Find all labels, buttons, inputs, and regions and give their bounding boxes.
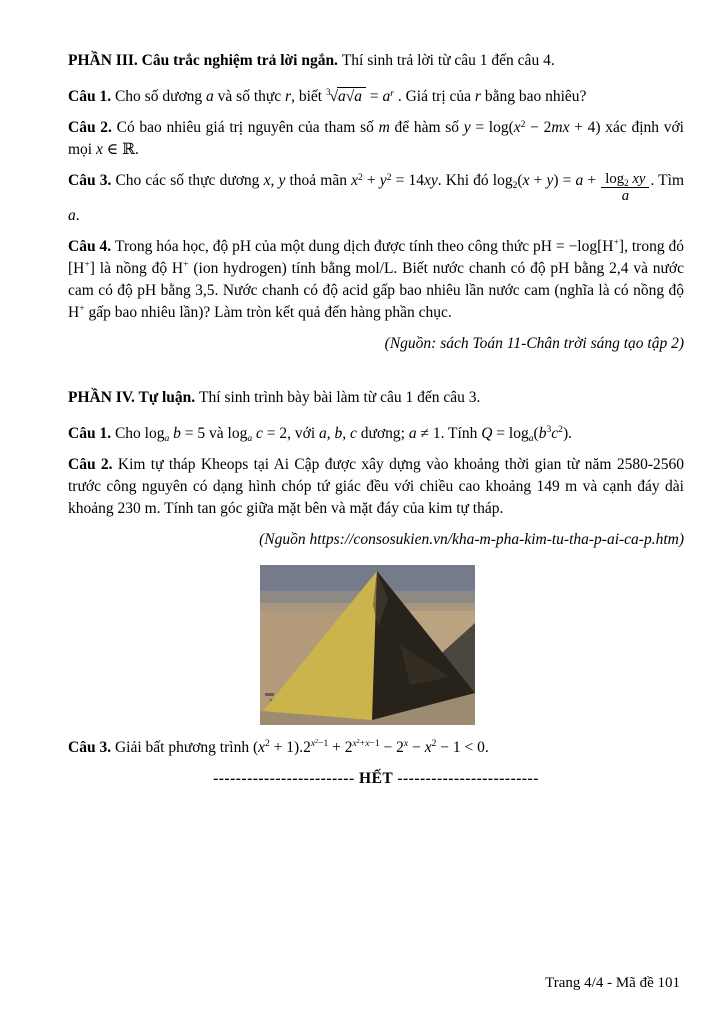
part4-heading: PHẦN IV. Tự luận. Thí sinh trình bày bài làm từ câu 1 đến câu 3.: [68, 388, 481, 406]
page-footer: Trang 4/4 - Mã đề 101: [545, 975, 680, 991]
part3-heading: PHẦN III. Câu trắc nghiệm trả lời ngắn. Thí sinh trả lời từ câu 1 đến câu 4.: [68, 52, 555, 69]
part4-question-1: Câu 1. Cho $\log_a b = 5$ và $\log_a c = 2$, với a, b, c dương; a ≠ 1. Tính $Q = \log_a(b^3c^2)$.: [68, 424, 572, 444]
part3-question-3: Câu 3. Cho các số thực dương x, y thoả mãn $x^2 + y^2 = 14xy$. Khi đó $\log_2(x + y) = a$ + $\frac{\log_2 xy}{a}$ . Tìm a.: [68, 171, 684, 224]
part4-source-note: (Nguồn https://consosukien.vn/kha-m-pha-kim-tu-tha-p-ai-ca-p.htm): [259, 530, 684, 548]
end-of-exam-line: ------------------------- HẾT -------------------------: [213, 769, 539, 787]
exam-body: [68, 50, 684, 799]
part4-question-3: Câu 3. Giải bất phương trình $(x^2 + 1).2^{x^2-1} + 2^{x^2+x-1} - 2^x - x^2 - 1 < 0$.: [68, 738, 489, 756]
pyramid-photo-graphic: [260, 565, 475, 725]
part3-question-4: Câu 4. Trong hóa học, độ pH của một dung dịch được tính theo công thức pH = −log[H+], trong đó [H+] là nồng độ H+ (ion hydrogen) tính bằng mol/L. Biết nước chanh có độ pH bằng 2,4 và nước cam có độ pH bằng 3,5. Nước chanh có độ acid gấp bao nhiêu lần nước cam (nghĩa là có nồng độ H+ gấp bao nhiêu lần)? Làm tròn kết quả đến hàng phần chục.: [68, 237, 684, 321]
part3-question-2: Câu 2. Có bao nhiêu giá trị nguyên của tham số m để hàm số $y = \log(x^2 - 2mx + 4)$ xác định với mọi x ∈ ℝ.: [68, 118, 684, 158]
pyramid-photo: [260, 565, 475, 725]
part3-question-1: Câu 1. Cho số dương a và số thực r, biết $^3√a√a = a^r$ . Giá trị của r bằng bao nhiêu?: [68, 87, 587, 105]
part4-question-2: Câu 2. Kim tự tháp Kheops tại Ai Cập được xây dựng vào khoảng thời gian từ năm 2580-2560 trước công nguyên có dạng hình chóp tứ giác đều với chiều cao khoảng 149 m và cạnh đáy dài khoảng 230 m. Tính tan góc giữa mặt bên và mặt đáy của kim tự tháp.: [68, 455, 684, 517]
photo-ruins: [265, 693, 274, 696]
part3-source-note: (Nguồn: sách Toán 11-Chân trời sáng tạo tập 2): [384, 334, 684, 352]
